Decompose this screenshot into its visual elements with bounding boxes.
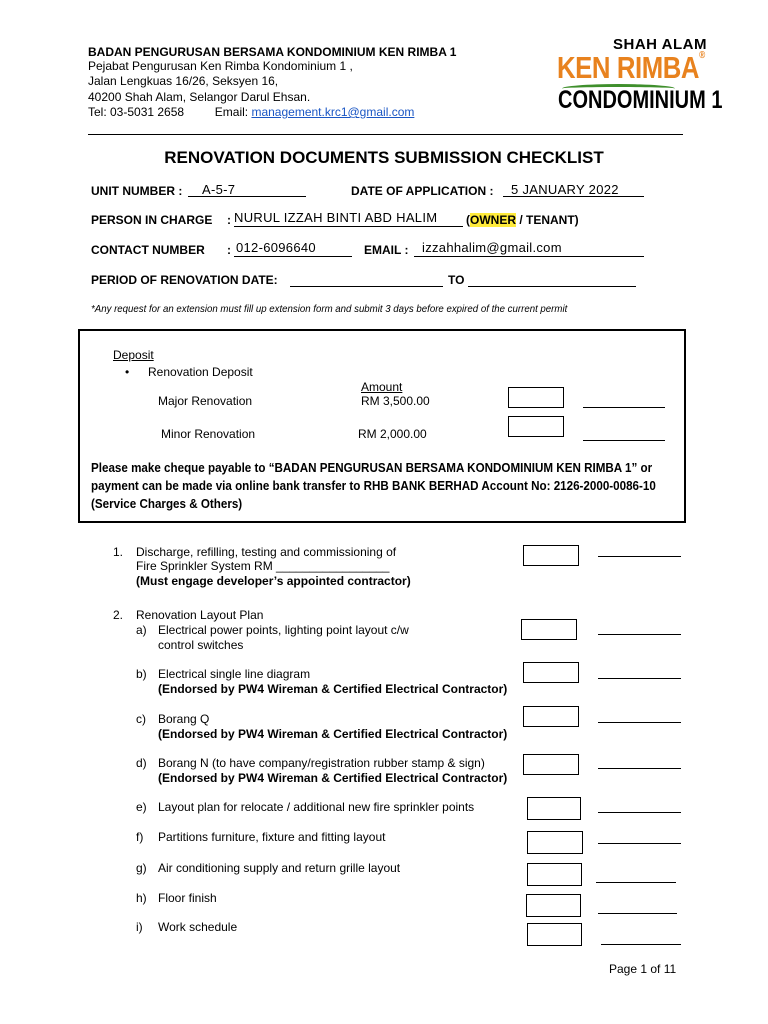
- sub-item-letter: f): [136, 830, 144, 844]
- period-to-label: TO: [448, 273, 465, 287]
- sub-item-g-checkbox[interactable]: [527, 863, 582, 886]
- sub-item-note: (Endorsed by PW4 Wireman & Certified Electrical Contractor): [158, 727, 508, 741]
- sub-item-c-signoff-line: [598, 722, 681, 723]
- management-email-link[interactable]: management.krc1@gmail.com: [251, 105, 415, 119]
- sub-item-letter: a): [136, 623, 147, 637]
- period-from-underline: [290, 286, 443, 287]
- period-label: PERIOD OF RENOVATION DATE:: [91, 273, 278, 287]
- sub-item-text: Borang N (to have company/registration rubber stamp & sign): [158, 756, 485, 770]
- item-number: 1.: [113, 545, 124, 559]
- sub-item-a-checkbox[interactable]: [521, 619, 577, 640]
- payment-note-line: (Service Charges & Others): [91, 497, 243, 511]
- owner-selected: OWNER: [470, 213, 516, 227]
- sub-item-text: Floor finish: [158, 891, 217, 905]
- sub-item-letter: d): [136, 756, 147, 770]
- person-colon: :: [227, 213, 231, 227]
- contact-underline: [234, 256, 352, 257]
- sub-item-d-signoff-line: [598, 768, 681, 769]
- minor-renovation-signoff-line: [583, 440, 665, 441]
- occupant-type: (OWNER / TENANT): [466, 213, 579, 227]
- sub-item-text: control switches: [158, 638, 244, 652]
- sub-item-text: Work schedule: [158, 920, 238, 934]
- sub-item-text: Layout plan for relocate / additional new fire sprinkler points: [158, 800, 475, 814]
- person-in-charge-value: NURUL IZZAH BINTI ABD HALIM: [234, 210, 438, 225]
- period-to-underline: [468, 286, 636, 287]
- amount-header: Amount: [361, 380, 403, 394]
- sub-item-f-signoff-line: [598, 843, 681, 844]
- sub-item-b-signoff-line: [598, 678, 681, 679]
- org-name: BADAN PENGURUSAN BERSAMA KONDOMINIUM KEN RIMBA 1: [88, 45, 457, 59]
- sub-item-text: Electrical single line diagram: [158, 667, 311, 681]
- payment-note-line: payment can be made via online bank transfer to RHB BANK BERHAD Account No: 2126-2000-0086-10: [91, 479, 656, 493]
- sub-item-letter: i): [136, 920, 143, 934]
- sub-item-i-signoff-line: [601, 944, 681, 945]
- sub-item-c-checkbox[interactable]: [523, 706, 579, 727]
- person-in-charge-label: PERSON IN CHARGE: [91, 213, 213, 227]
- sub-item-note: (Endorsed by PW4 Wireman & Certified Electrical Contractor): [158, 771, 508, 785]
- renovation-deposit-label: Renovation Deposit: [148, 365, 253, 379]
- tel-text: Tel: 03-5031 2658: [88, 105, 185, 119]
- major-renovation-signoff-line: [583, 407, 665, 408]
- logo-bottom-text: CONDOMINIUM 1: [558, 86, 723, 114]
- item-number: 2.: [113, 608, 124, 622]
- address-line: 40200 Shah Alam, Selangor Darul Ehsan.: [88, 90, 311, 104]
- email-underline: [414, 256, 644, 257]
- sub-item-letter: g): [136, 861, 147, 875]
- sub-item-text: Partitions furniture, fixture and fitting layout: [158, 830, 386, 844]
- sub-item-text: Air conditioning supply and return grille layout: [158, 861, 401, 875]
- sub-item-h-checkbox[interactable]: [526, 894, 581, 917]
- logo-top-text: SHAH ALAM: [613, 36, 707, 53]
- bullet: •: [125, 365, 130, 379]
- sub-item-a-signoff-line: [598, 634, 681, 635]
- extension-note: *Any request for an extension must fill up extension form and submit 3 days before expired of the current permit: [91, 303, 568, 315]
- address-line: Pejabat Pengurusan Ken Rimba Kondominium 1 ,: [88, 59, 353, 73]
- deposit-heading: Deposit: [113, 348, 154, 362]
- sub-item-letter: e): [136, 800, 147, 814]
- email-field-label: EMAIL :: [364, 243, 409, 257]
- sub-item-f-checkbox[interactable]: [527, 831, 583, 854]
- sprinkler-signoff-line: [598, 556, 681, 557]
- sub-item-b-checkbox[interactable]: [523, 662, 579, 683]
- person-underline: [234, 226, 463, 227]
- email-field-value: izzahhalim@gmail.com: [422, 240, 562, 255]
- sub-item-letter: h): [136, 891, 147, 905]
- sub-item-g-signoff-line: [596, 882, 676, 883]
- date-label: DATE OF APPLICATION :: [351, 184, 494, 198]
- unit-number-label: UNIT NUMBER :: [91, 184, 183, 198]
- deposit-box: [78, 329, 686, 523]
- header-divider: [88, 134, 683, 135]
- contact-colon: :: [227, 243, 231, 257]
- sub-item-text: Borang Q: [158, 712, 210, 726]
- sub-item-h-signoff-line: [598, 913, 677, 914]
- address-line: Jalan Lengkuas 16/26, Seksyen 16,: [88, 74, 279, 88]
- sprinkler-item-text: Discharge, refilling, testing and commissioning of: [136, 545, 397, 559]
- payment-note-line: Please make cheque payable to “BADAN PENGURUSAN BERSAMA KONDOMINIUM KEN RIMBA 1” or: [91, 461, 653, 475]
- minor-renovation-checkbox[interactable]: [508, 416, 564, 437]
- minor-renovation-amount: RM 2,000.00: [358, 427, 427, 441]
- unit-number-value: A-5-7: [202, 182, 236, 197]
- sprinkler-item-note: (Must engage developer’s appointed contractor): [136, 574, 411, 588]
- sub-item-letter: b): [136, 667, 147, 681]
- contact-number-label: CONTACT NUMBER: [91, 243, 205, 257]
- sub-item-i-checkbox[interactable]: [527, 923, 582, 946]
- layout-plan-title: Renovation Layout Plan: [136, 608, 264, 622]
- sub-item-e-signoff-line: [598, 812, 681, 813]
- sub-item-text: Electrical power points, lighting point layout c/w: [158, 623, 409, 637]
- sub-item-note: (Endorsed by PW4 Wireman & Certified Electrical Contractor): [158, 682, 508, 696]
- page-title: RENOVATION DOCUMENTS SUBMISSION CHECKLIST: [164, 148, 604, 167]
- sprinkler-item-text: Fire Sprinkler System RM _________________: [136, 559, 390, 573]
- sub-item-e-checkbox[interactable]: [527, 797, 581, 820]
- major-renovation-checkbox[interactable]: [508, 387, 564, 408]
- contact-number-value: 012-6096640: [236, 240, 316, 255]
- email-label: Email:: [214, 105, 249, 119]
- sprinkler-checkbox[interactable]: [523, 545, 579, 566]
- page-number: Page 1 of 11: [609, 962, 677, 976]
- minor-renovation-label: Minor Renovation: [161, 427, 256, 441]
- major-renovation-amount: RM 3,500.00: [361, 394, 430, 408]
- date-value: 5 JANUARY 2022: [511, 182, 619, 197]
- logo-brand-text: KEN RIMBA®: [557, 50, 705, 85]
- contact-line: [88, 105, 414, 119]
- sub-item-letter: c): [136, 712, 146, 726]
- sub-item-d-checkbox[interactable]: [523, 754, 579, 775]
- major-renovation-label: Major Renovation: [158, 394, 253, 408]
